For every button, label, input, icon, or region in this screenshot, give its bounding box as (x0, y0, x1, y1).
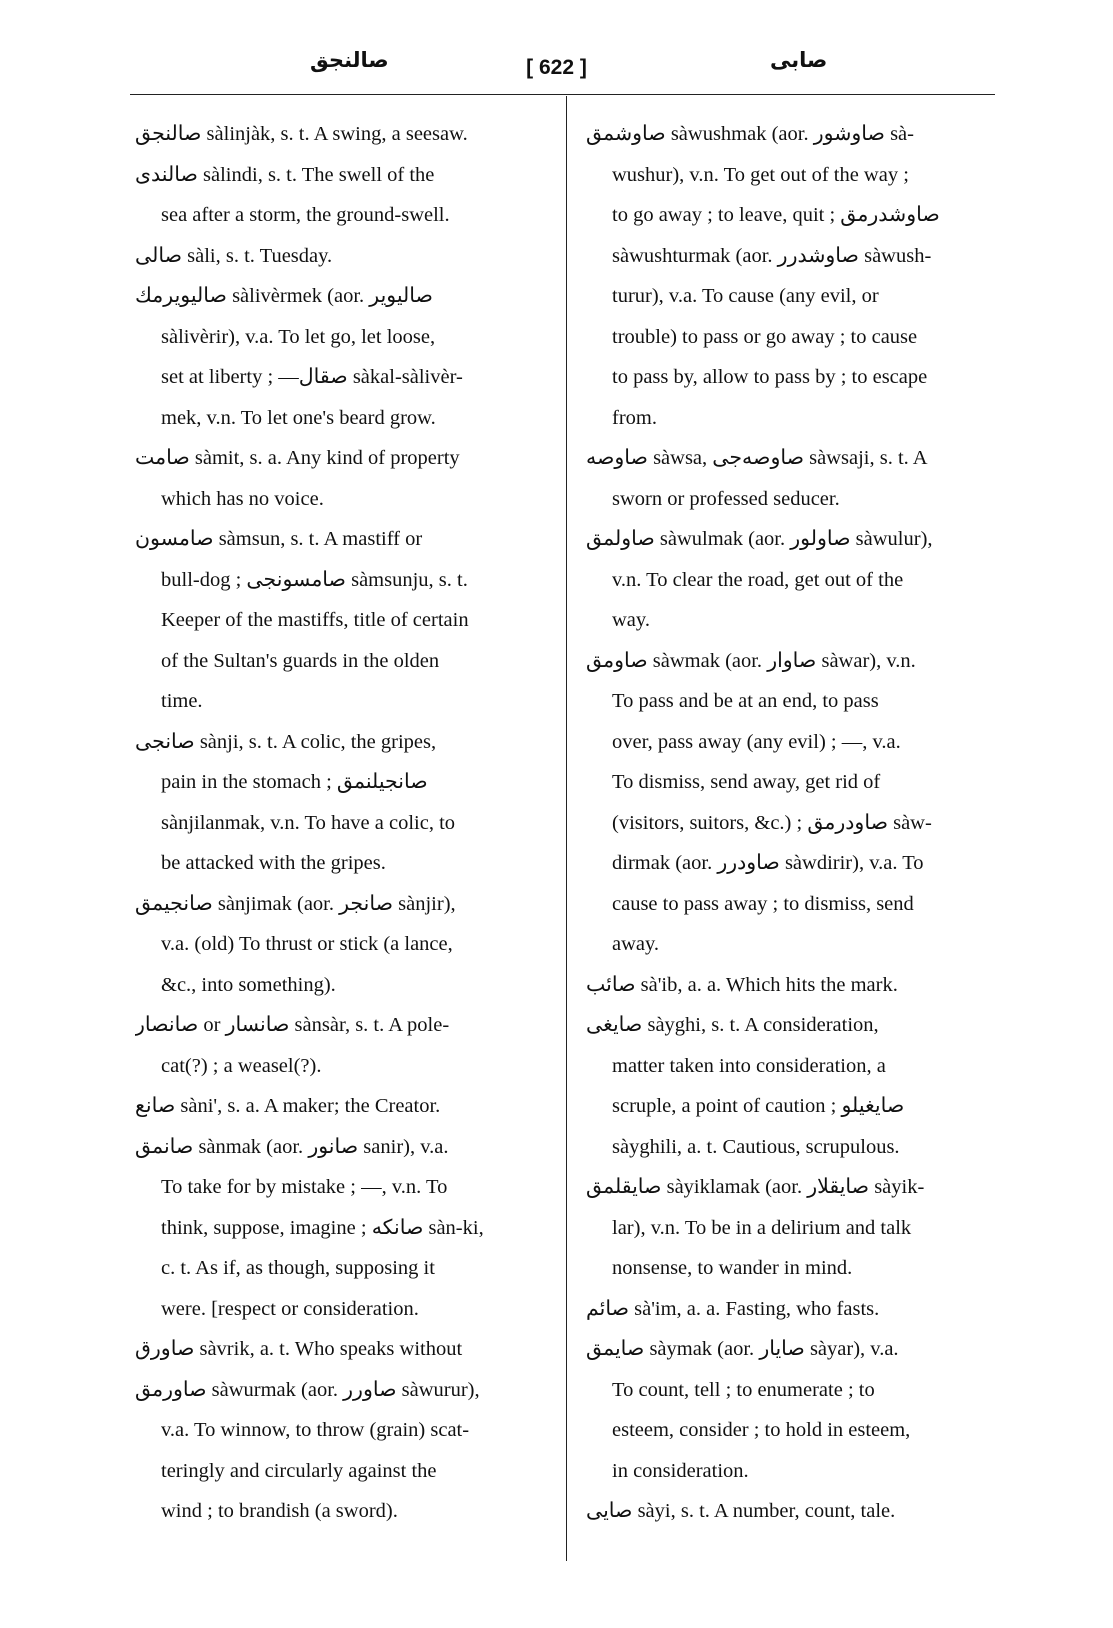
left-column (135, 114, 555, 1532)
entry-line: To count, tell ; to enumerate ; to (612, 1378, 875, 1401)
dictionary-entry (586, 965, 1006, 1006)
entry-line: over, pass away (any evil) ; —, v.a. (612, 730, 901, 753)
dictionary-entry (586, 1329, 1006, 1491)
header-rule (130, 94, 995, 95)
entry-line: صالیویرمك sàlivèrmek (aor. صالیویر (135, 285, 433, 307)
entry-line: think, suppose, imagine ; صانكه sàn-ki, (161, 1216, 484, 1239)
entry-line: sàyghili, a. t. Cautious, scrupulous. (612, 1135, 900, 1158)
entry-line: صامت sàmit, s. a. Any kind of property (135, 447, 460, 469)
entry-line: cause to pass away ; to dismiss, send (612, 892, 914, 915)
entry-line: To dismiss, send away, get rid of (612, 771, 881, 793)
dictionary-entry (135, 1127, 555, 1330)
entry-line: from. (612, 406, 657, 429)
entry-line: cat(?) ; a weasel(?). (161, 1054, 322, 1077)
entry-line: sàwushturmak (aor. صاوشدرر sàwush- (612, 244, 932, 267)
dictionary-entry (586, 114, 1006, 438)
dictionary-entry (135, 519, 555, 722)
entry-line: be attacked with the gripes. (161, 852, 386, 874)
entry-line: trouble) to pass or go away ; to cause (612, 325, 918, 348)
dictionary-entry (135, 236, 555, 277)
entry-line: v.n. To clear the road, get out of the (612, 568, 904, 591)
column-divider (566, 96, 567, 1561)
entry-line: صالنجق sàlinjàk, s. t. A swing, a seesaw. (135, 123, 468, 145)
entry-line: صامسون sàmsun, s. t. A mastiff or (135, 528, 423, 550)
entry-line: turur), v.a. To cause (any evil, or (612, 285, 879, 307)
entry-line: scruple, a point of caution ; صایغیلو (612, 1095, 905, 1117)
entry-line: bull-dog ; صامسونجی sàmsunju, s. t. (161, 568, 468, 591)
right-column (586, 114, 1006, 1532)
entry-line: صائم sà'im, a. a. Fasting, who fasts. (586, 1297, 880, 1320)
entry-line: صانجی sànji, s. t. A colic, the gripes, (135, 730, 437, 753)
entry-line: صانصار or صانسار sànsàr, s. t. A pole- (135, 1014, 450, 1036)
dictionary-entry (135, 722, 555, 884)
entry-line: matter taken into consideration, a (612, 1054, 886, 1077)
entry-line: صالندی sàlindi, s. t. The swell of the (135, 163, 435, 186)
entry-line: way. (612, 609, 650, 631)
entry-line: esteem, consider ; to hold in esteem, (612, 1419, 911, 1441)
dictionary-entry (586, 1491, 1006, 1532)
entry-line: v.a. To winnow, to throw (grain) scat- (161, 1419, 470, 1441)
entry-line: صاولمق sàwulmak (aor. صاولور sàwulur), (586, 528, 933, 550)
dictionary-entry (135, 884, 555, 1006)
entry-line: To take for by mistake ; —, v.n. To (161, 1176, 448, 1198)
entry-line: wind ; to brandish (a sword). (161, 1500, 398, 1522)
entry-line: set at liberty ; —صقال sàkal-sàlivèr- (161, 366, 463, 388)
dictionary-entry (586, 1005, 1006, 1167)
entry-line: in consideration. (612, 1459, 749, 1482)
entry-line: to pass by, allow to pass by ; to escape (612, 366, 928, 388)
entry-line: صایغی sàyghi, s. t. A consideration, (586, 1014, 879, 1036)
entry-line: to go away ; to leave, quit ; صاوشدرمق (612, 204, 940, 226)
entry-line: lar), v.n. To be in a delirium and talk (612, 1216, 912, 1239)
entry-line: sànjilanmak, v.n. To have a colic, to (161, 811, 456, 834)
entry-line: (visitors, suitors, &c.) ; صاودرمق sàw- (612, 811, 932, 834)
dictionary-entry (135, 1005, 555, 1086)
entry-line: pain in the stomach ; صانجیلنمق (161, 771, 428, 793)
entry-line: nonsense, to wander in mind. (612, 1257, 853, 1279)
entry-line: To pass and be at an end, to pass (612, 690, 879, 712)
entry-line: &c., into something). (161, 973, 336, 996)
header-left-headword: صالنجق (310, 48, 389, 72)
dictionary-entry (586, 1167, 1006, 1289)
dictionary-entry (586, 641, 1006, 965)
entry-line: which has no voice. (161, 487, 324, 510)
entry-line: صانجیمق sànjimak (aor. صانجر sànjir), (135, 892, 456, 915)
page-number: [ 622 ] (526, 56, 587, 79)
entry-line: صایمق sàymak (aor. صایار sàyar), v.a. (586, 1338, 899, 1360)
entry-line: dirmak (aor. صاودرر sàwdirir), v.a. To (612, 852, 924, 874)
entry-line: sea after a storm, the ground-swell. (161, 204, 450, 226)
dictionary-entry (135, 438, 555, 519)
entry-line: Keeper of the mastiffs, title of certain (161, 609, 469, 631)
entry-line: of the Sultan's guards in the olden (161, 649, 440, 672)
entry-line: v.a. (old) To thrust or stick (a lance, (161, 933, 453, 955)
dictionary-entry (135, 1086, 555, 1127)
dictionary-entry (586, 519, 1006, 641)
entry-line: wushur), v.n. To get out of the way ; (612, 163, 909, 186)
header-right-headword: صابی (770, 48, 828, 72)
dictionary-entry (135, 1329, 555, 1370)
entry-line: c. t. As if, as though, supposing it (161, 1257, 435, 1279)
entry-line: صاومق sàwmak (aor. صاوار sàwar), v.n. (586, 649, 916, 672)
entry-line: sàlivèrir), v.a. To let go, let loose, (161, 325, 436, 348)
entry-line: mek, v.n. To let one's beard grow. (161, 406, 436, 429)
dictionary-entry (586, 438, 1006, 519)
entry-line: صانع sàni', s. a. A maker; the Creator. (135, 1095, 441, 1117)
entry-line: were. [respect or consideration. (161, 1297, 419, 1320)
entry-line: teringly and circularly against the (161, 1459, 437, 1482)
dictionary-entry (586, 1289, 1006, 1330)
dictionary-entry (135, 114, 555, 155)
entry-line: صایقلمق sàyiklamak (aor. صایقلار sàyik- (586, 1176, 925, 1198)
dictionary-entry (135, 276, 555, 438)
dictionary-entry (135, 1370, 555, 1532)
entry-line: sworn or professed seducer. (612, 487, 840, 510)
entry-line: صاورمق sàwurmak (aor. صاورر sàwurur), (135, 1378, 480, 1401)
entry-line: صائب sà'ib, a. a. Which hits the mark. (586, 973, 898, 996)
entry-line: صالی sàli, s. t. Tuesday. (135, 244, 333, 267)
entry-line: صاوصه sàwsa, صاوصه‌جی sàwsaji, s. t. A (586, 447, 928, 469)
entry-line: away. (612, 933, 660, 955)
dictionary-entry (135, 155, 555, 236)
entry-line: صاوشمق sàwushmak (aor. صاوشور sà- (586, 123, 914, 145)
entry-line: صانمق sànmak (aor. صانور sanir), v.a. (135, 1135, 449, 1158)
entry-line: صایی sàyi, s. t. A number, count, tale. (586, 1500, 896, 1522)
entry-line: time. (161, 690, 203, 712)
entry-line: صاورق sàvrik, a. t. Who speaks without (135, 1338, 463, 1360)
